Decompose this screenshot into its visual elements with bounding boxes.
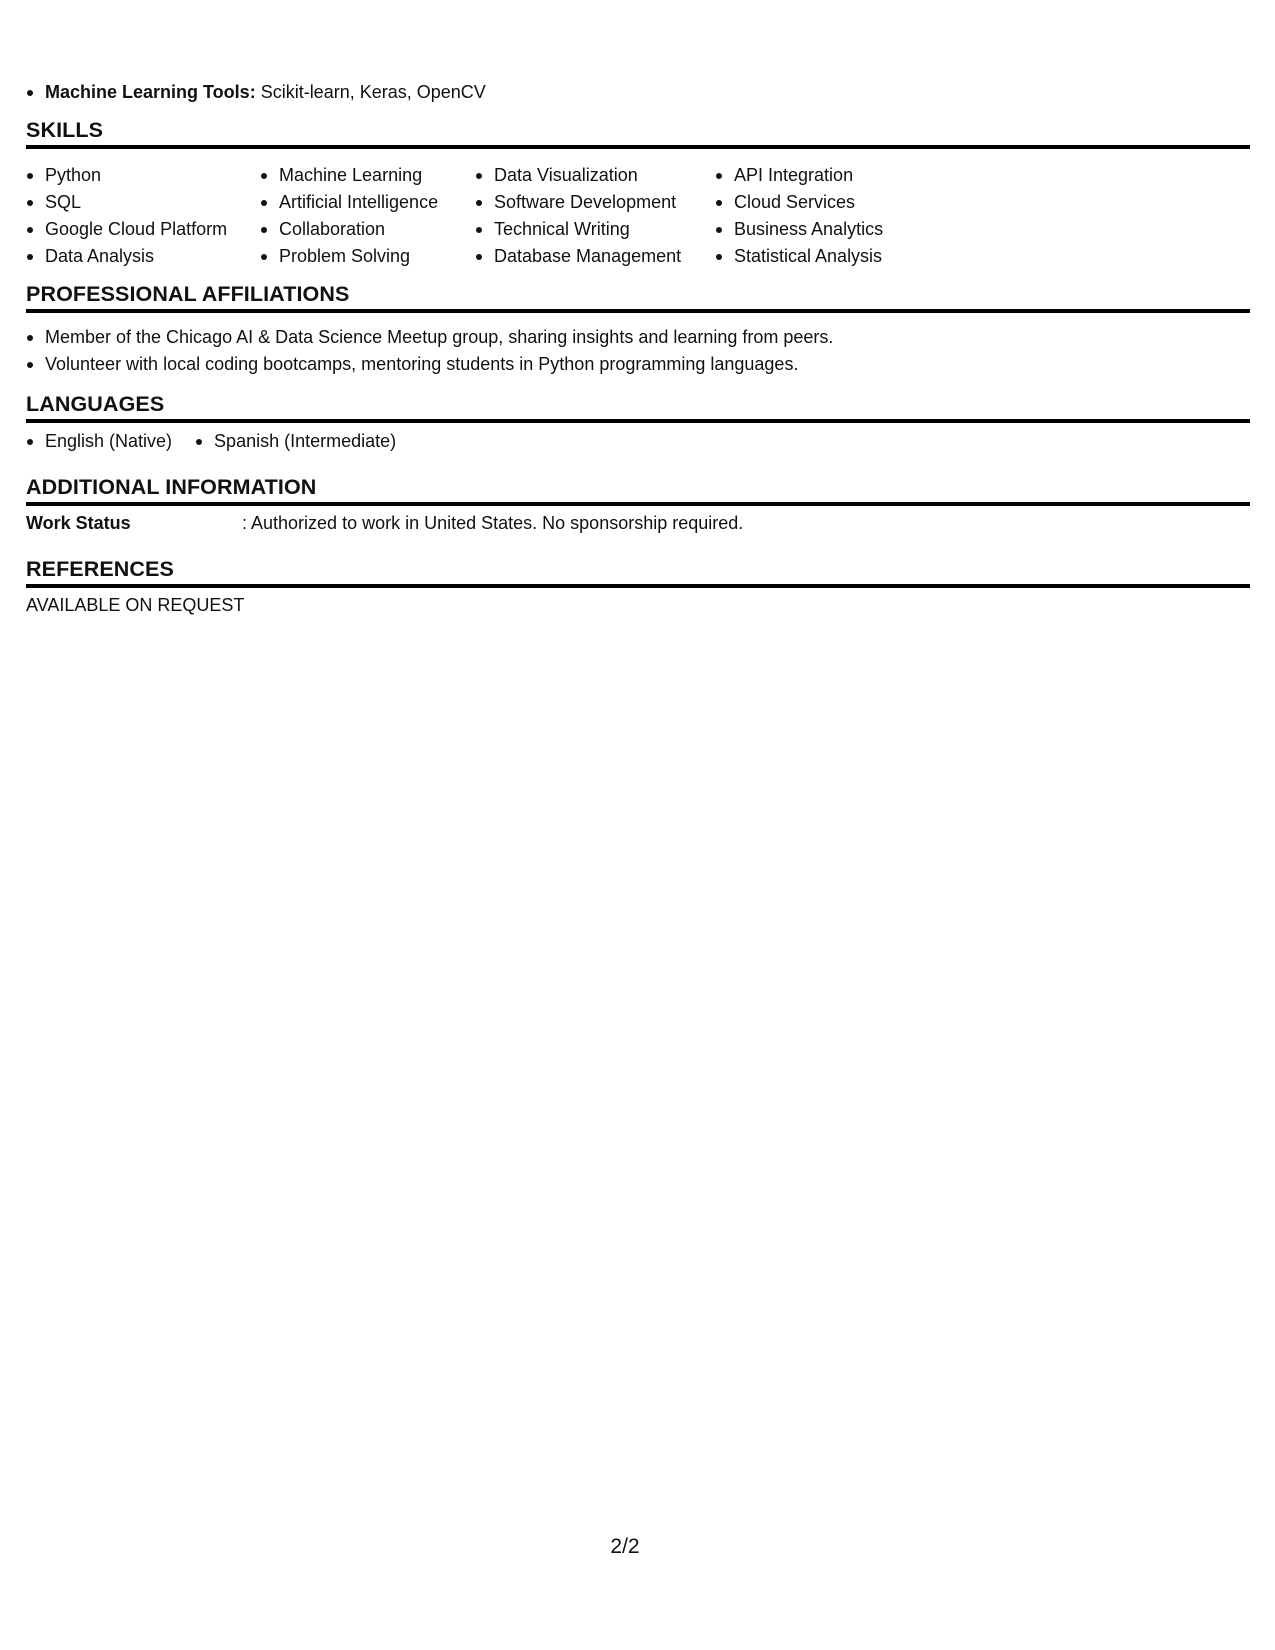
affiliations-heading: PROFESSIONAL AFFILIATIONS [26,281,1250,313]
work-status-value: : Authorized to work in United States. No sponsorship required. [242,513,744,533]
language-item: Spanish (Intermediate) [195,428,396,455]
work-status-label: Work Status [26,513,131,533]
language-item: English (Native) [26,428,172,455]
skill-item: Business Analytics [715,216,915,243]
skill-item: Software Development [475,189,715,216]
skill-item: Data Visualization [475,162,715,189]
page-number: 2/2 [610,1535,640,1558]
tools-label: Machine Learning Tools: [45,82,256,102]
skill-item: Machine Learning [260,162,475,189]
skills-column-1 [26,162,260,270]
tools-item [26,79,486,106]
skill-item: Google Cloud Platform [26,216,260,243]
affiliation-item: Member of the Chicago AI & Data Science Meetup group, sharing insights and learning from peers. [26,324,833,351]
skills-column-4 [715,162,915,270]
skills-column-3 [475,162,715,270]
skill-item: Database Management [475,243,715,270]
additional-info-heading: ADDITIONAL INFORMATION [26,474,1250,506]
work-status-row [26,511,743,535]
skill-item: Cloud Services [715,189,915,216]
languages-list [26,428,419,455]
languages-heading: LANGUAGES [26,391,1250,423]
tools-list [26,79,486,106]
skill-item: Technical Writing [475,216,715,243]
skill-item: Collaboration [260,216,475,243]
affiliation-item: Volunteer with local coding bootcamps, mentoring students in Python programming languages. [26,351,833,378]
references-heading: REFERENCES [26,556,1250,588]
skill-item: Python [26,162,260,189]
skill-item: SQL [26,189,260,216]
skills-heading: SKILLS [26,117,1250,149]
skills-column-2 [260,162,475,270]
skill-item: Problem Solving [260,243,475,270]
skill-item: Data Analysis [26,243,260,270]
tools-value: Scikit-learn, Keras, OpenCV [255,82,486,102]
skill-item: API Integration [715,162,915,189]
skill-item: Statistical Analysis [715,243,915,270]
affiliations-list [26,324,833,378]
skill-item: Artificial Intelligence [260,189,475,216]
references-text: AVAILABLE ON REQUEST [26,595,245,615]
skills-grid [26,162,915,270]
